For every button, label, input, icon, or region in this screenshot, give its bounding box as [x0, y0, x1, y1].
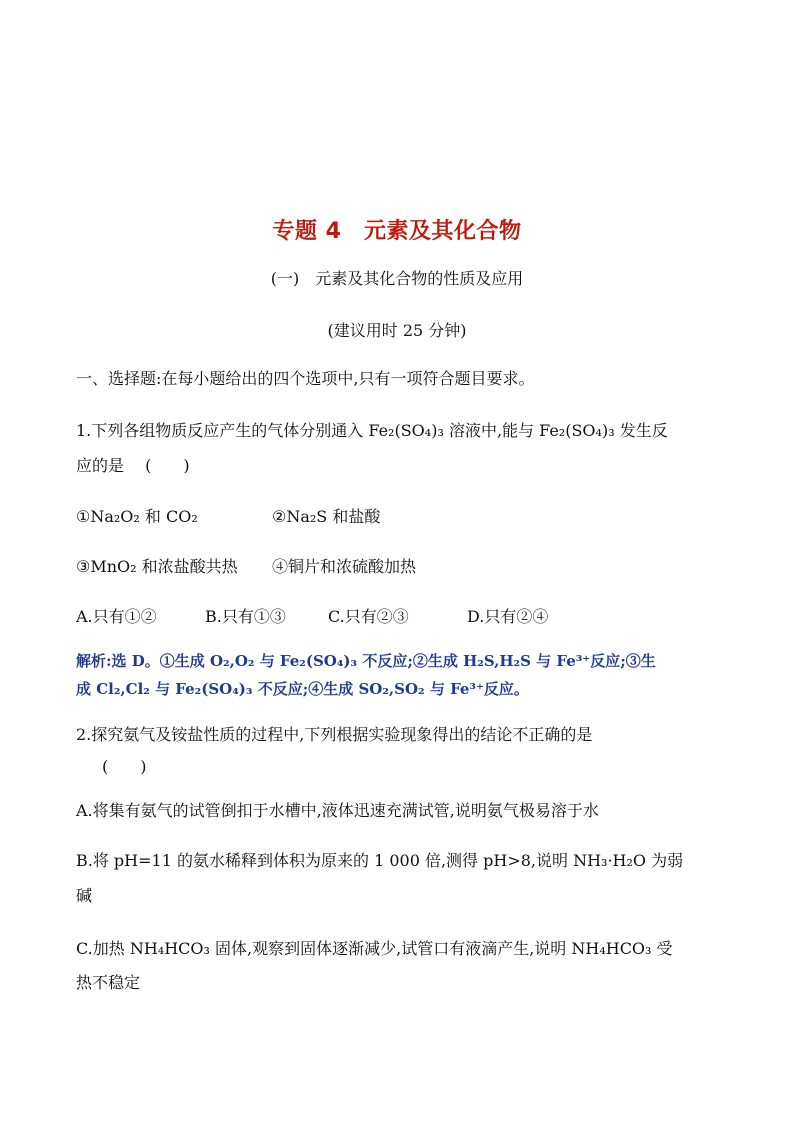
- question-1-item-3: ③MnO₂ 和浓盐酸共热: [76, 557, 238, 576]
- question-1-stem-continued: 应的是 ( ): [76, 456, 190, 475]
- time-note: (建议用时 25 分钟): [327, 321, 467, 340]
- question-2-stem: 2.探究氨气及铵盐性质的过程中,下列根据实验现象得出的结论不正确的是: [76, 725, 593, 744]
- question-2-option-a: A.将集有氨气的试管倒扣于水槽中,液体迅速充满试管,说明氨气极易溶于水: [76, 801, 599, 820]
- page-title: 专题 4 元素及其化合物: [272, 219, 522, 244]
- question-1-answer: 解析:选 D。①生成 O₂,O₂ 与 Fe₂(SO₄)₃ 不反应;②生成 H₂S,H₂S 与 Fe³⁺反应;③生: [76, 652, 656, 670]
- question-1-stem: 1.下列各组物质反应产生的气体分别通入 Fe₂(SO₄)₃ 溶液中,能与 Fe₂(SO₄)₃ 发生反: [76, 421, 668, 440]
- section-heading: 一、选择题:在每小题给出的四个选项中,只有一项符合题目要求。: [76, 369, 535, 388]
- question-1-item-4: ④铜片和浓硫酸加热: [272, 557, 417, 576]
- question-1-item-1: ①Na₂O₂ 和 CO₂: [76, 507, 198, 526]
- question-1-choice-b: B.只有①③: [205, 607, 286, 626]
- page-subtitle: (一) 元素及其化合物的性质及应用: [270, 269, 524, 288]
- question-1-answer-continued: 成 Cl₂,Cl₂ 与 Fe₂(SO₄)₃ 不反应;④生成 SO₂,SO₂ 与 Fe³⁺反应。: [76, 680, 529, 698]
- question-2-option-b-continued: 碱: [76, 886, 93, 905]
- question-1-choice-a: A.只有①②: [76, 607, 157, 626]
- question-2-option-c: C.加热 NH₄HCO₃ 固体,观察到固体逐渐减少,试管口有液滴产生,说明 NH₄HCO₃ 受: [76, 939, 673, 958]
- question-1-choice-d: D.只有②④: [467, 607, 549, 626]
- question-1-choice-c: C.只有②③: [328, 607, 409, 626]
- question-2-option-b: B.将 pH=11 的氨水稀释到体积为原来的 1 000 倍,测得 pH>8,说明 NH₃·H₂O 为弱: [76, 851, 684, 870]
- question-2-option-c-continued: 热不稳定: [76, 973, 141, 992]
- question-2-stem-continued: ( ): [102, 757, 147, 776]
- question-1-item-2: ②Na₂S 和盐酸: [272, 507, 381, 526]
